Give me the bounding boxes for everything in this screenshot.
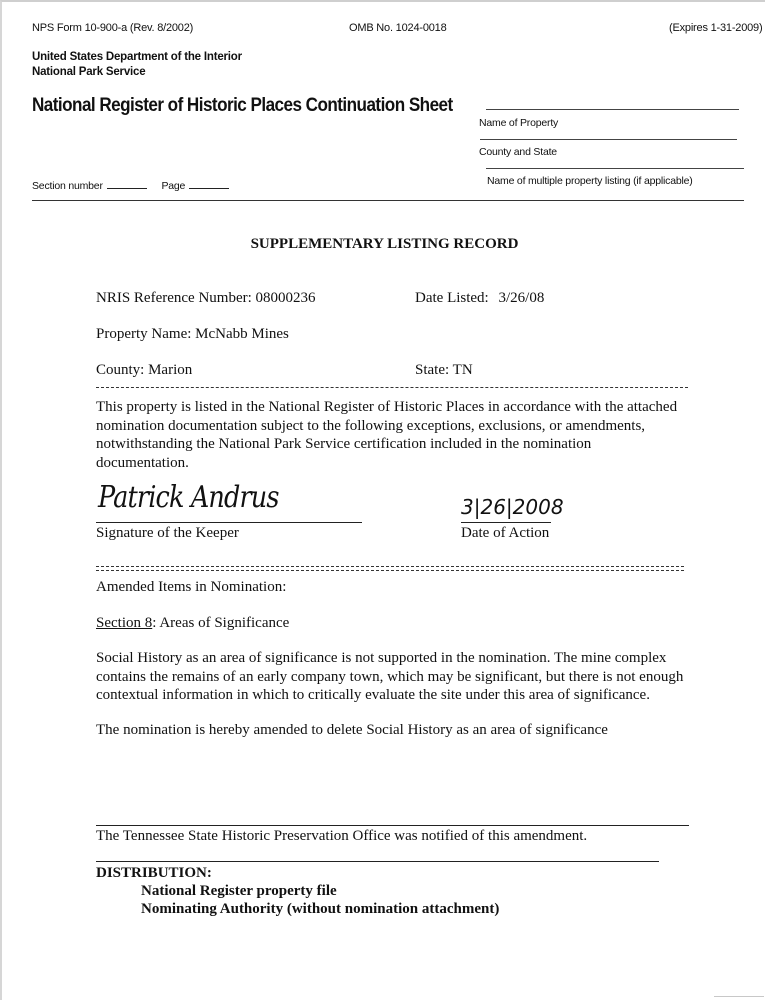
- name-of-property-line[interactable]: [486, 109, 739, 110]
- certification-line: nomination documentation subject to the following exceptions, exclusions, or amendments,: [96, 417, 646, 434]
- signature-label: Signature of the Keeper: [96, 525, 239, 541]
- signature-line: [96, 522, 362, 523]
- record-heading: SUPPLEMENTARY LISTING RECORD: [250, 236, 519, 252]
- keeper-signature: Patrick Andrus: [98, 480, 279, 515]
- county: [96, 361, 192, 380]
- amendment-line: contains the remains of an early company town, which may be significant, but there is not enough: [96, 668, 684, 685]
- county-value: Marion: [148, 362, 193, 378]
- section-8-heading: [96, 614, 289, 633]
- amendment-paragraph-2: The nomination is hereby amended to delete Social History as an area of significance: [96, 722, 608, 738]
- scan-edge-mark: [714, 996, 764, 997]
- nris-reference: [96, 289, 316, 308]
- amendment-line: contextual information in which to critically evaluate the site under this area of significance.: [96, 687, 650, 703]
- header-divider: [32, 200, 744, 201]
- nris-label: NRIS Reference Number:: [96, 290, 252, 306]
- property-name-label: Property Name:: [96, 326, 192, 342]
- section-label: Section 8: [96, 615, 153, 631]
- distribution-item: Nominating Authority (without nomination attachment): [141, 901, 500, 917]
- double-dashed-divider: [96, 566, 684, 571]
- distribution-heading: DISTRIBUTION:: [96, 865, 212, 881]
- certification-line: notwithstanding the National Park Service certification included in the nomination: [96, 436, 592, 452]
- date-of-action-label: Date of Action: [461, 525, 550, 541]
- name-of-property-label: Name of Property: [479, 117, 559, 129]
- date-of-action-line: [461, 522, 551, 523]
- section-number-blank[interactable]: [107, 178, 147, 189]
- state-value: TN: [452, 362, 473, 378]
- date-of-action-handwritten: 3|26|2008: [461, 495, 564, 519]
- amendment-paragraph-1: [96, 649, 683, 705]
- distribution-item: National Register property file: [141, 883, 337, 899]
- agency-name: National Park Service: [32, 66, 146, 78]
- state: [415, 361, 473, 380]
- section-title: : Areas of Significance: [152, 615, 290, 631]
- multiple-property-label: Name of multiple property listing (if applicable): [487, 175, 693, 187]
- page-label: Page: [161, 180, 186, 192]
- date-listed-value: 3/26/08: [498, 290, 545, 306]
- county-and-state-label: County and State: [479, 146, 557, 158]
- dashed-divider: [96, 387, 688, 388]
- expiration-date: (Expires 1-31-2009): [669, 22, 763, 34]
- certification-line: This property is listed in the National Register of Historic Places in accordance with the attached: [96, 399, 678, 415]
- amendment-line: Social History as an area of significance is not supported in the nomination. The mine complex: [96, 650, 667, 666]
- section-number-label: Section number: [32, 180, 103, 192]
- page-number-blank[interactable]: [189, 178, 229, 189]
- date-listed: [415, 289, 544, 308]
- footer-divider-top: [96, 825, 689, 826]
- property-name: [96, 325, 289, 344]
- certification-paragraph: [96, 398, 677, 472]
- form-title: National Register of Historic Places Continuation Sheet: [32, 95, 453, 116]
- certification-line: documentation.: [96, 454, 189, 471]
- nris-value: 08000236: [255, 290, 316, 306]
- footer-divider-bottom: [96, 861, 659, 862]
- county-and-state-line[interactable]: [480, 139, 737, 140]
- department-name: United States Department of the Interior: [32, 51, 242, 63]
- date-listed-label: Date Listed:: [415, 290, 489, 306]
- section-number-field[interactable]: [32, 178, 233, 192]
- form-number: NPS Form 10-900-a (Rev. 8/2002): [32, 22, 194, 34]
- county-label: County:: [96, 362, 145, 378]
- state-label: State:: [415, 362, 450, 378]
- multiple-property-line[interactable]: [486, 168, 744, 169]
- shpo-notice: The Tennessee State Historic Preservation Office was notified of this amendment.: [96, 828, 588, 844]
- amended-items-heading: Amended Items in Nomination:: [96, 579, 287, 595]
- omb-number: OMB No. 1024-0018: [349, 22, 447, 34]
- property-name-value: McNabb Mines: [195, 326, 289, 342]
